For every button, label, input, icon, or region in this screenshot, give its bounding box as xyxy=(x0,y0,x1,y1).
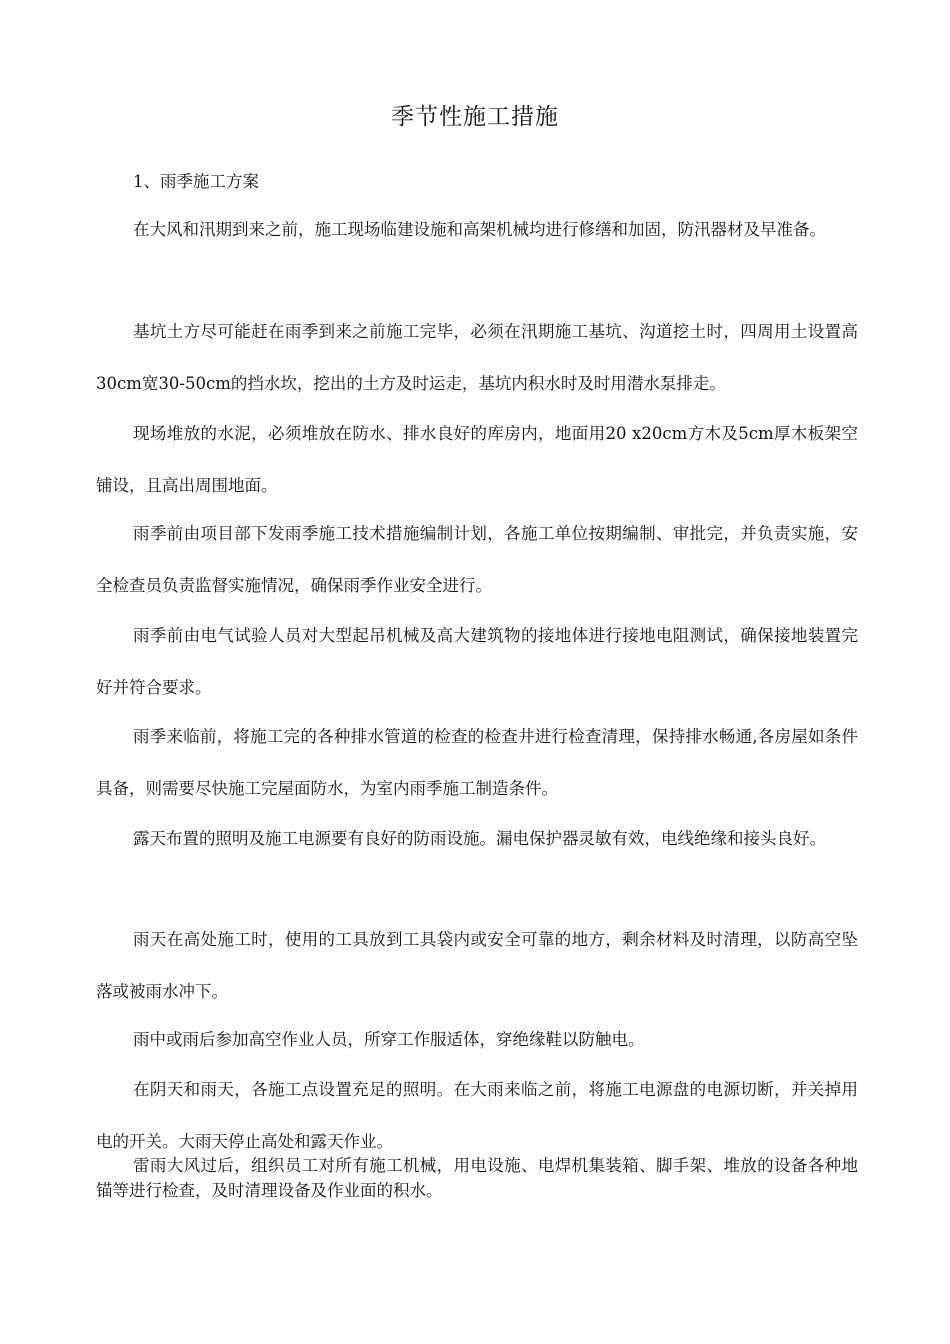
paragraph-5: 雨季前由电气试验人员对大型起吊机械及高大建筑物的接地体进行接地电阻测试，确保接地装置完好并符合要求。 xyxy=(96,626,858,697)
paragraph-4: 雨季前由项目部下发雨季施工技术措施编制计划，各施工单位按期编制、审批完，并负责实施，安全检查员负责监督实施情况，确保雨季作业安全进行。 xyxy=(96,524,858,595)
paragraph-2: 基坑土方尽可能赶在雨季到来之前施工完毕，必须在汛期施工基坑、沟道挖土时，四周用土设置高30cm宽30-50cm的挡水坎，挖出的土方及时运走，基坑内积水时及时用潜水泵排走。 xyxy=(96,322,858,393)
paragraph-11: 雷雨大风过后，组织员工对所有施工机械，用电设施、电焊机集装箱、脚手架、堆放的设备各种地锚等进行检查，及时清理设备及作业面的积水。 xyxy=(96,1156,858,1200)
paragraph-8: 雨天在高处施工时，使用的工具放到工具袋内或安全可靠的地方，剩余材料及时清理，以防高空坠落或被雨水冲下。 xyxy=(96,930,858,1001)
paragraph-6: 雨季来临前，将施工完的各种排水管道的检查的检查井进行检查清理，保持排水畅通,各房屋如条件具备，则需要尽快施工完屋面防水，为室内雨季施工制造条件。 xyxy=(96,727,858,798)
document-title: 季节性施工措施 xyxy=(391,104,559,130)
section-heading: 1、雨季施工方案 xyxy=(133,172,259,191)
paragraph-9: 雨中或雨后参加高空作业人员，所穿工作服适体，穿绝缘鞋以防触电。 xyxy=(133,1030,645,1049)
paragraph-10: 在阴天和雨天，各施工点设置充足的照明。在大雨来临之前，将施工电源盘的电源切断，并关掉用电的开关。大雨天停止高处和露天作业。 xyxy=(96,1080,858,1151)
paragraph-7: 露天布置的照明及施工电源要有良好的防雨设施。漏电保护器灵敏有效，电线绝缘和接头良好。 xyxy=(133,829,826,848)
paragraph-3: 现场堆放的水泥，必须堆放在防水、排水良好的库房内，地面用20 x20cm方木及5cm厚木板架空铺设，且高出周围地面。 xyxy=(96,424,858,495)
paragraph-1: 在大风和汛期到来之前，施工现场临建设施和高架机械均进行修缮和加固，防汛器材及早准备。 xyxy=(133,220,826,239)
